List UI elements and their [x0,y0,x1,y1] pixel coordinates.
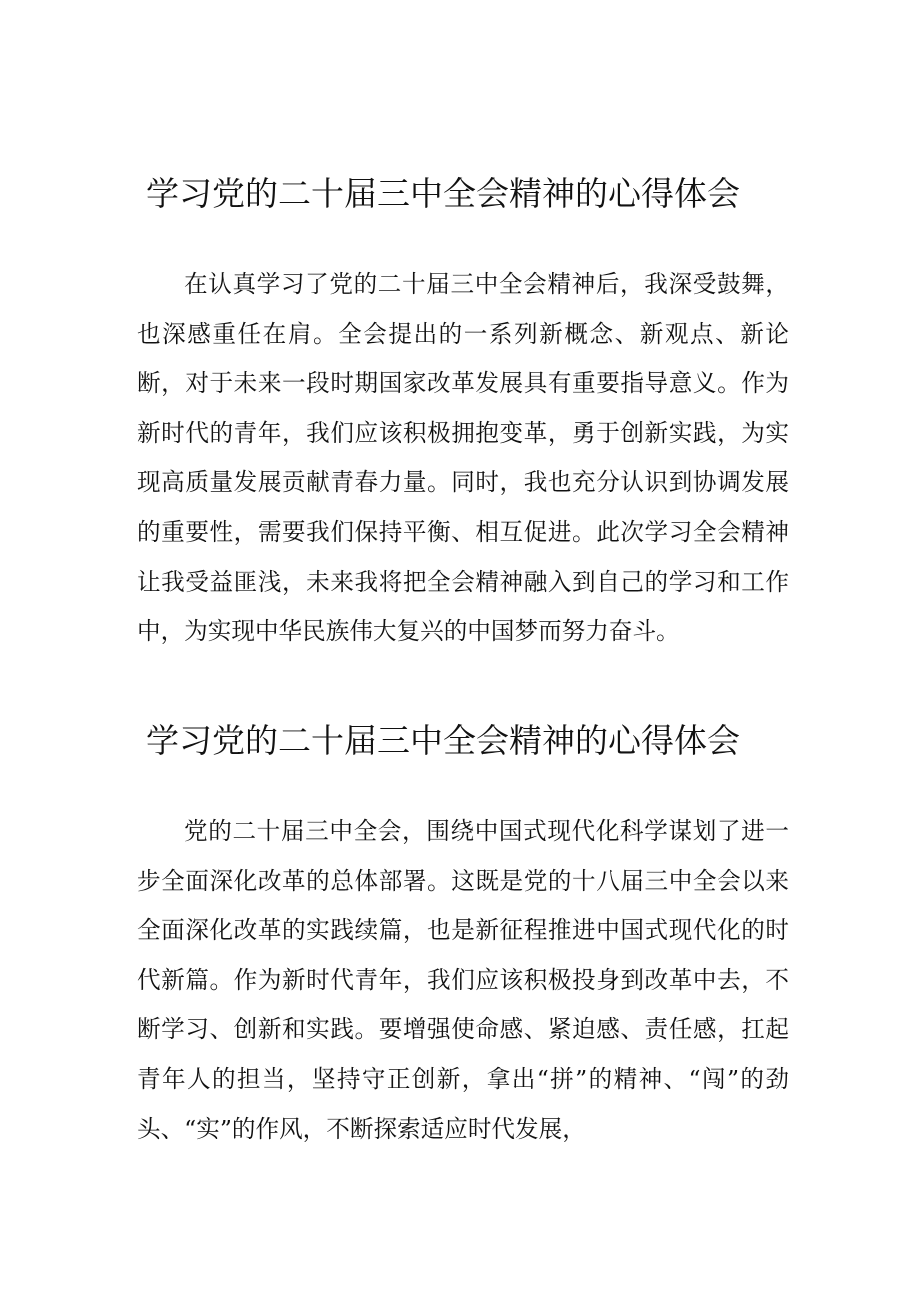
section-1-title: 学习党的二十届三中全会精神的心得体会 [146,174,740,213]
section-2-paragraph: 党的二十届三中全会，围绕中国式现代化科学谋划了进一步全面深化改革的总体部署。这既是党的十八届三中全会以来全面深化改革的实践续篇，也是新征程推进中国式现代化的时代新篇。作为新时代青年，我们应该积极投身到改革中去，不断学习、创新和实践。要增强使命感、紧迫感、责任感，扛起青年人的担当，坚持守正创新，拿出“拼”的精神、“闯”的劲头、“实”的作风，不断探索适应时代发展， [137,817,789,1143]
section-2-title: 学习党的二十届三中全会精神的心得体会 [146,721,740,760]
section-1-paragraph: 在认真学习了党的二十届三中全会精神后，我深受鼓舞，也深感重任在肩。全会提出的一系列新概念、新观点、新论断，对于未来一段时期国家改革发展具有重要指导意义。作为新时代的青年，我们应该积极拥抱变革，勇于创新实践，为实现高质量发展贡献青春力量。同时，我也充分认识到协调发展的重要性，需要我们保持平衡、相互促进。此次学习全会精神让我受益匪浅，未来我将把全会精神融入到自己的学习和工作中，为实现中华民族伟大复兴的中国梦而努力奋斗。 [137,270,789,646]
